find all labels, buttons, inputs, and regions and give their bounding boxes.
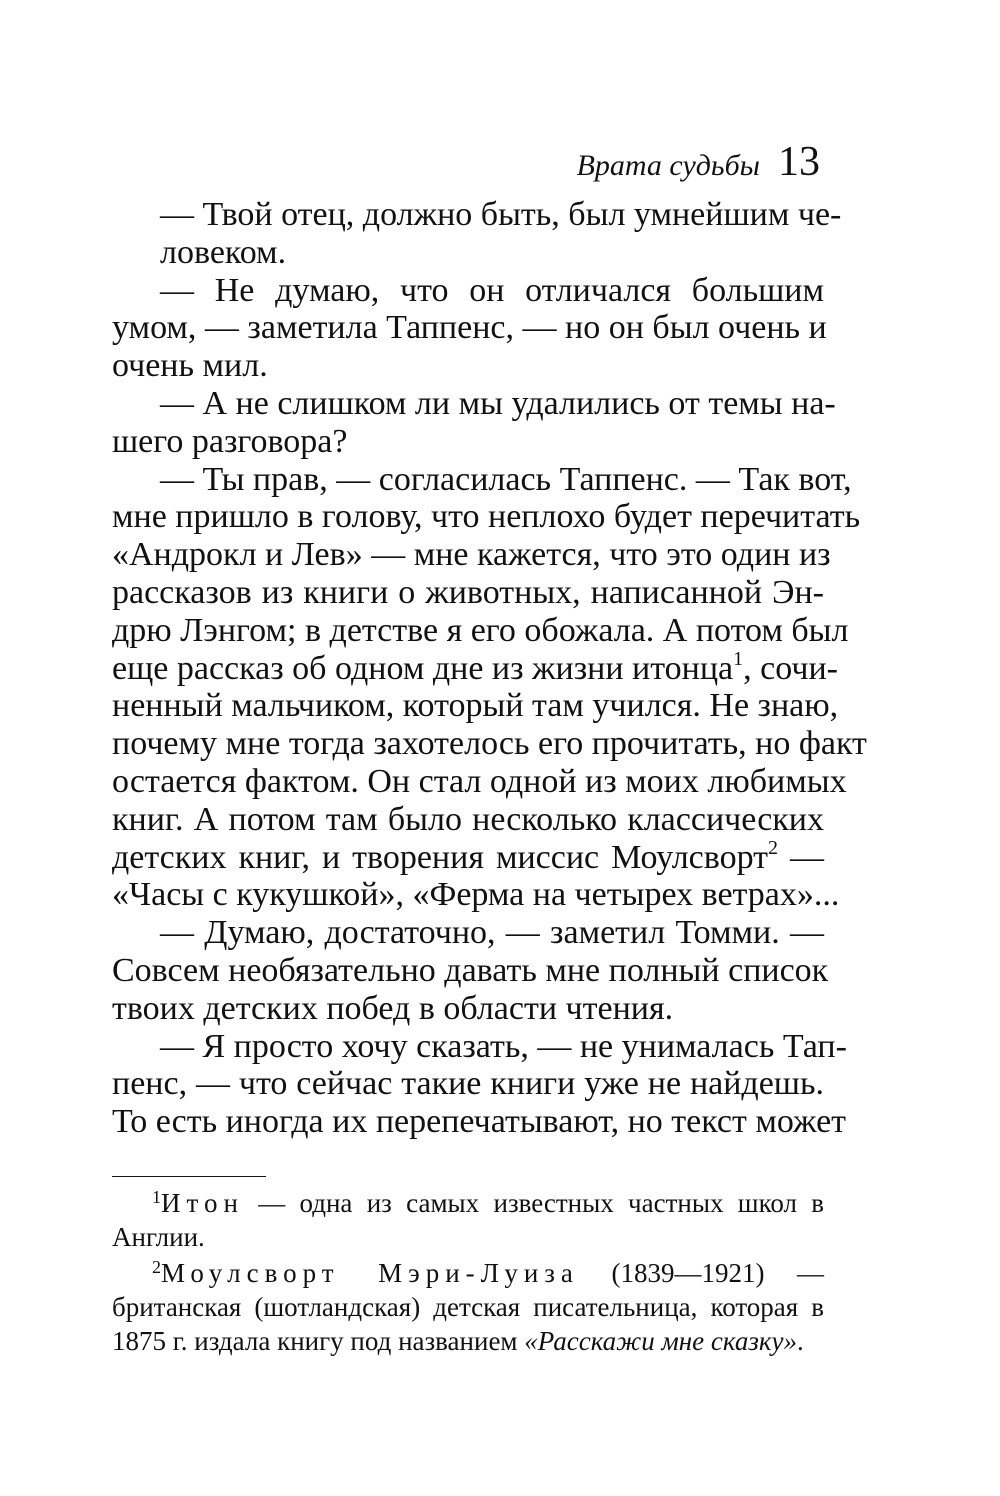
text-line: почему мне тогда захотелось его прочитать, но факт [112,725,867,763]
text-segment: еще рассказ об одном дне из жизни итонца [112,649,734,687]
paragraph-2 [112,271,827,385]
paragraph-5 [112,914,829,1027]
paragraph-3 [112,384,836,461]
footnote-separator [112,1176,266,1177]
footnote-ref-1[interactable]: 1 [733,647,744,670]
running-header [577,138,820,186]
text-line: шего разговора? [112,422,348,460]
text-line: дрю Лэнгом; в детстве я его обожала. А потом был [112,611,849,649]
paragraph-1 [112,196,842,272]
footnote-book-title: «Расскажи мне сказку» [524,1326,797,1356]
footnote-mark: 2 [152,1257,161,1277]
text-line: остается фактом. Он стал одной из моих любимых [112,762,847,800]
footnote-end: . [796,1326,804,1356]
text-line: «Часы с кукушкой», «Ферма на четырех ветрах»... [112,876,840,914]
footnote-ref-2[interactable]: 2 [768,836,779,859]
footnote-2 [112,1256,824,1358]
text-line: книг. А потом там было несколько классических [112,800,824,838]
text-line-with-footnote-1 [112,647,838,688]
text-line: очень мил. [112,347,268,385]
paragraph-6 [112,1027,847,1141]
text-line: мне пришло в голову, что неплохо будет перечитать [112,498,861,536]
text-segment: — [778,838,825,876]
text-line: умом, — заметила Таппенс, — но он был очень и [112,309,827,347]
text-line: Совсем необязательно давать мне полный список [112,951,829,989]
footnote-text: (1839—1921) — британская (шотландская) детская писательница, которая в 1875 г. издала книгу под названием [112,1258,825,1356]
text-line: ненный мальчиком, который там учился. Не знаю, [112,687,839,725]
text-line: твоих детских побед в области чтения. [112,989,674,1027]
text-line-with-footnote-2 [112,836,825,877]
text-line: — А не слишком ли мы удалились от темы на- [160,384,836,422]
footnote-1 [112,1186,824,1254]
text-line: пенс, — что сейчас такие книги уже не найдешь. [112,1065,824,1103]
text-line: — Ты прав, — согласилась Таппенс. — Так вот, [160,460,852,498]
footnote-mark: 1 [152,1187,161,1207]
text-line: То есть иногда их перепечатывают, но текст может [112,1103,847,1141]
body-text [112,196,867,1141]
text-line: ловеком. [160,233,287,271]
footnote-text: — одна из самых известных частных школ в Англии. [112,1188,824,1252]
text-segment: , сочи- [743,649,838,687]
footnote-term: Моулсворт Мэри-Луиза [161,1258,579,1288]
text-line: — Я просто хочу сказать, — не унималась Тап- [160,1027,847,1065]
text-line: — Думаю, достаточно, — заметил Томми. — [160,914,824,952]
text-line: — Твой отец, должно быть, был умнейшим че- [160,196,842,233]
page-number: 13 [778,139,820,185]
text-line: рассказов из книги о животных, написанной Эн- [112,573,824,611]
text-line: «Андрокл и Лев» — мне кажется, что это один из [112,536,831,574]
paragraph-4 [112,460,867,915]
text-line: — Не думаю, что он отличался большим [160,271,824,309]
running-title: Врата судьбы [576,149,760,182]
text-segment: детских книг, и творения миссис Моулсворт [112,838,769,876]
footnote-term: Итон [161,1188,244,1218]
footnotes [112,1186,824,1360]
